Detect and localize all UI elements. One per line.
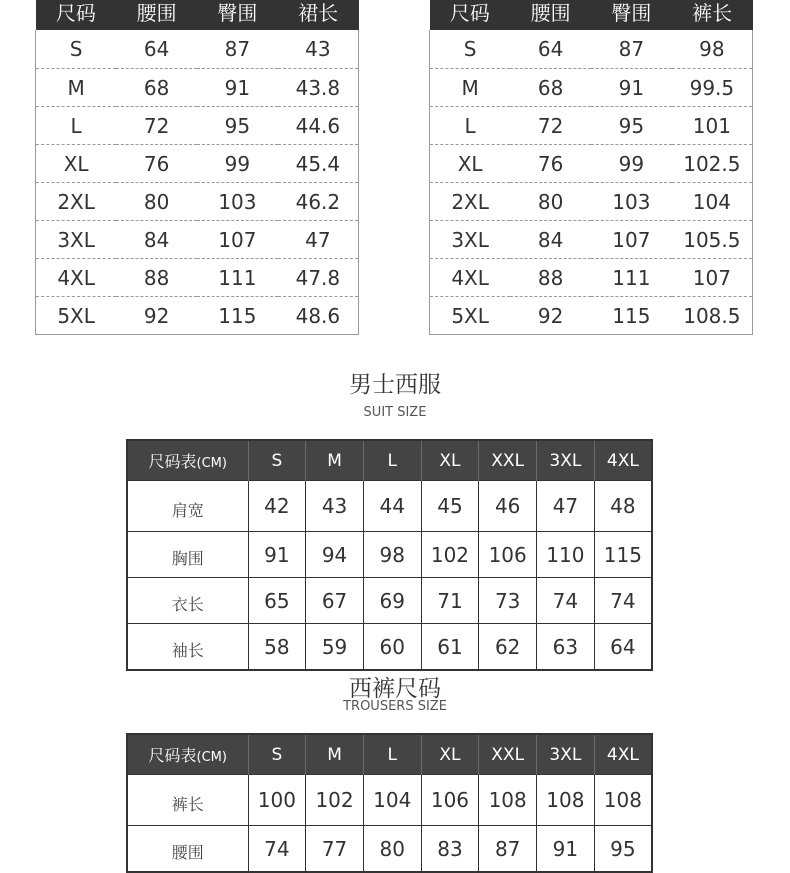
value-cell: 105.5 [672, 221, 753, 259]
table-row [430, 69, 753, 107]
table-row [127, 578, 652, 624]
corner-label-text: 尺码表 [148, 452, 197, 471]
value-cell: 43 [306, 481, 364, 532]
value-cell: 103 [591, 183, 672, 221]
value-cell: 88 [510, 259, 591, 297]
value-cell: 69 [363, 578, 421, 624]
value-cell: 47 [537, 481, 595, 532]
value-cell: 73 [479, 578, 537, 624]
row-label: 衣长 [127, 578, 248, 624]
table-row [36, 221, 359, 259]
value-cell: 110 [537, 532, 595, 578]
value-cell: 58 [248, 624, 306, 671]
value-cell: 62 [479, 624, 537, 671]
value-cell: 88 [116, 259, 197, 297]
value-cell: 74 [594, 578, 652, 624]
value-cell: 59 [306, 624, 364, 671]
table-header-row [36, 0, 359, 30]
size-cell: 2XL [430, 183, 511, 221]
corner-unit: (CM) [196, 750, 227, 765]
size-header: L [363, 440, 421, 481]
value-cell: 108 [479, 775, 537, 826]
value-cell: 107 [672, 259, 753, 297]
value-cell: 104 [363, 775, 421, 826]
row-label: 胸围 [127, 532, 248, 578]
size-header: S [248, 734, 306, 775]
value-cell: 43.8 [278, 69, 359, 107]
value-cell: 104 [672, 183, 753, 221]
value-cell: 106 [421, 775, 479, 826]
value-cell: 60 [363, 624, 421, 671]
size-header: L [363, 734, 421, 775]
table-header-row [127, 734, 652, 775]
value-cell: 72 [116, 107, 197, 145]
value-cell: 48 [594, 481, 652, 532]
size-header: S [248, 440, 306, 481]
table-row [127, 775, 652, 826]
size-cell: S [36, 30, 117, 69]
corner-label-text: 尺码表 [148, 746, 197, 765]
value-cell: 68 [116, 69, 197, 107]
trousers-section-subtitle: TROUSERS SIZE [343, 699, 447, 714]
size-cell: 4XL [36, 259, 117, 297]
value-cell: 108 [537, 775, 595, 826]
header-size: 尺码 [36, 0, 117, 30]
row-label: 袖长 [127, 624, 248, 671]
value-cell: 87 [591, 30, 672, 69]
value-cell: 45.4 [278, 145, 359, 183]
table-row [430, 221, 753, 259]
size-header: M [306, 734, 364, 775]
value-cell: 91 [591, 69, 672, 107]
suit-size-table [126, 439, 653, 671]
table-header-row [127, 440, 652, 481]
value-cell: 64 [510, 30, 591, 69]
value-cell: 44.6 [278, 107, 359, 145]
value-cell: 44 [363, 481, 421, 532]
size-header: XXL [479, 734, 537, 775]
value-cell: 47.8 [278, 259, 359, 297]
size-header: 3XL [537, 734, 595, 775]
size-cell: L [36, 107, 117, 145]
table-row [36, 145, 359, 183]
header-hip: 臀围 [591, 0, 672, 30]
size-cell: S [430, 30, 511, 69]
table-row [36, 297, 359, 335]
trousers-size-table [126, 733, 653, 873]
value-cell: 67 [306, 578, 364, 624]
corner-unit: (CM) [196, 456, 227, 471]
table-row [127, 624, 652, 671]
value-cell: 99 [197, 145, 278, 183]
value-cell: 111 [591, 259, 672, 297]
value-cell: 76 [116, 145, 197, 183]
value-cell: 46 [479, 481, 537, 532]
value-cell: 63 [537, 624, 595, 671]
value-cell: 87 [197, 30, 278, 69]
size-header: XL [421, 440, 479, 481]
value-cell: 80 [363, 826, 421, 873]
value-cell: 87 [479, 826, 537, 873]
value-cell: 64 [116, 30, 197, 69]
value-cell: 95 [197, 107, 278, 145]
row-label: 肩宽 [127, 481, 248, 532]
value-cell: 91 [537, 826, 595, 873]
value-cell: 74 [248, 826, 306, 873]
value-cell: 76 [510, 145, 591, 183]
value-cell: 115 [591, 297, 672, 335]
size-cell: XL [430, 145, 511, 183]
value-cell: 115 [197, 297, 278, 335]
table-row [127, 481, 652, 532]
corner-label [127, 440, 248, 481]
table-row [430, 107, 753, 145]
size-cell: 5XL [430, 297, 511, 335]
value-cell: 101 [672, 107, 753, 145]
table-row [430, 183, 753, 221]
size-cell: L [430, 107, 511, 145]
value-cell: 95 [594, 826, 652, 873]
table-row [127, 826, 652, 873]
value-cell: 92 [116, 297, 197, 335]
header-waist: 腰围 [116, 0, 197, 30]
table-row [127, 532, 652, 578]
value-cell: 64 [594, 624, 652, 671]
header-waist: 腰围 [510, 0, 591, 30]
row-label: 裤长 [127, 775, 248, 826]
size-header: XXL [479, 440, 537, 481]
value-cell: 98 [363, 532, 421, 578]
table-row [36, 69, 359, 107]
value-cell: 102.5 [672, 145, 753, 183]
size-cell: 2XL [36, 183, 117, 221]
value-cell: 106 [479, 532, 537, 578]
value-cell: 99.5 [672, 69, 753, 107]
value-cell: 102 [421, 532, 479, 578]
size-cell: M [36, 69, 117, 107]
size-header: M [306, 440, 364, 481]
value-cell: 48.6 [278, 297, 359, 335]
size-header: 4XL [594, 734, 652, 775]
value-cell: 43 [278, 30, 359, 69]
table-row [430, 297, 753, 335]
table-row [36, 259, 359, 297]
value-cell: 92 [510, 297, 591, 335]
value-cell: 71 [421, 578, 479, 624]
pants-size-table [429, 0, 753, 335]
value-cell: 115 [594, 532, 652, 578]
value-cell: 77 [306, 826, 364, 873]
header-hip: 臀围 [197, 0, 278, 30]
value-cell: 84 [510, 221, 591, 259]
table-header-row [430, 0, 753, 30]
size-header: 4XL [594, 440, 652, 481]
value-cell: 108 [594, 775, 652, 826]
value-cell: 46.2 [278, 183, 359, 221]
value-cell: 74 [537, 578, 595, 624]
corner-label [127, 734, 248, 775]
value-cell: 107 [197, 221, 278, 259]
value-cell: 84 [116, 221, 197, 259]
value-cell: 80 [510, 183, 591, 221]
skirt-size-table [35, 0, 359, 335]
value-cell: 91 [248, 532, 306, 578]
size-cell: 4XL [430, 259, 511, 297]
value-cell: 103 [197, 183, 278, 221]
size-cell: M [430, 69, 511, 107]
header-skirt-length: 裙长 [278, 0, 359, 30]
size-header: XL [421, 734, 479, 775]
header-pants-length: 裤长 [672, 0, 753, 30]
value-cell: 72 [510, 107, 591, 145]
row-label: 腰围 [127, 826, 248, 873]
value-cell: 91 [197, 69, 278, 107]
table-row [430, 30, 753, 69]
value-cell: 108.5 [672, 297, 753, 335]
value-cell: 102 [306, 775, 364, 826]
table-row [430, 145, 753, 183]
suit-section-subtitle: SUIT SIZE [363, 405, 427, 420]
value-cell: 65 [248, 578, 306, 624]
header-size: 尺码 [430, 0, 511, 30]
trousers-section-title: 西裤尺码 [349, 676, 441, 702]
value-cell: 45 [421, 481, 479, 532]
value-cell: 68 [510, 69, 591, 107]
size-cell: 5XL [36, 297, 117, 335]
table-row [36, 107, 359, 145]
value-cell: 42 [248, 481, 306, 532]
table-row [36, 183, 359, 221]
suit-section-title: 男士西服 [349, 372, 441, 398]
value-cell: 107 [591, 221, 672, 259]
value-cell: 95 [591, 107, 672, 145]
value-cell: 99 [591, 145, 672, 183]
table-row [36, 30, 359, 69]
size-cell: 3XL [36, 221, 117, 259]
size-cell: XL [36, 145, 117, 183]
value-cell: 94 [306, 532, 364, 578]
size-header: 3XL [537, 440, 595, 481]
value-cell: 83 [421, 826, 479, 873]
size-cell: 3XL [430, 221, 511, 259]
value-cell: 111 [197, 259, 278, 297]
value-cell: 98 [672, 30, 753, 69]
value-cell: 47 [278, 221, 359, 259]
value-cell: 100 [248, 775, 306, 826]
value-cell: 80 [116, 183, 197, 221]
value-cell: 61 [421, 624, 479, 671]
table-row [430, 259, 753, 297]
